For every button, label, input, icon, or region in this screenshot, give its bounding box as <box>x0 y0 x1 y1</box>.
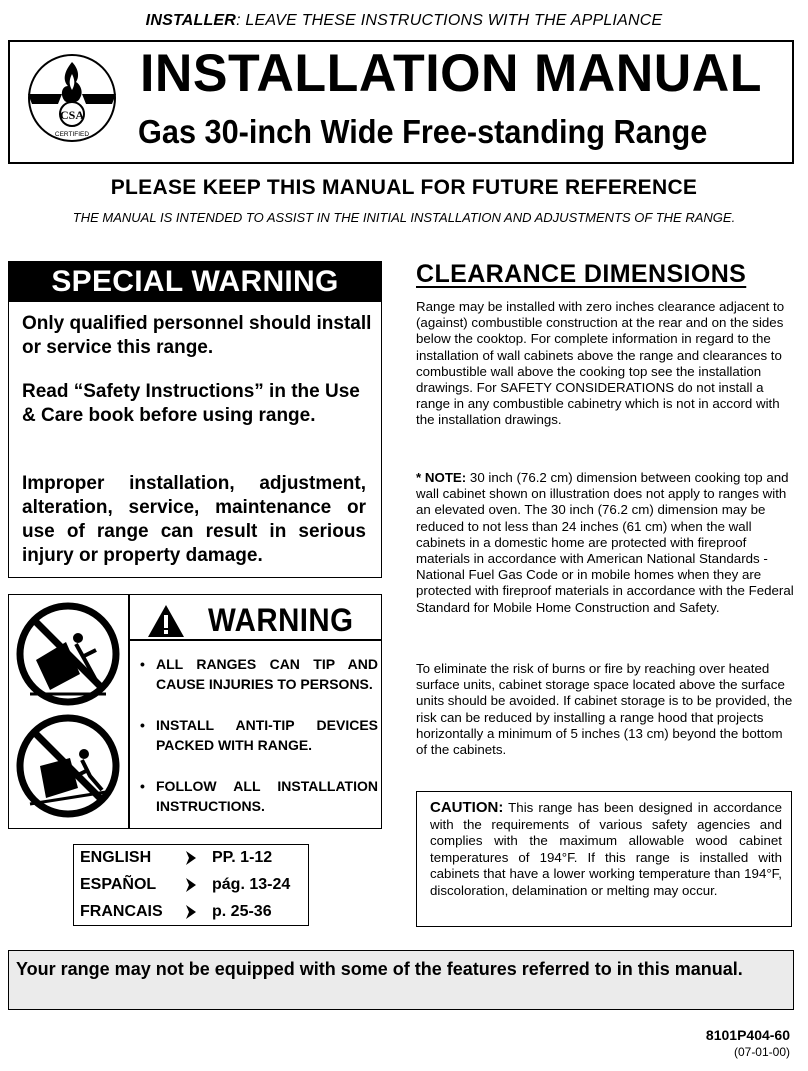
arrow-right-icon <box>184 904 198 920</box>
revision-date: (07-01-00) <box>733 1045 790 1059</box>
special-warning-heading: SPECIAL WARNING <box>8 261 382 302</box>
special-warning-paragraph: Read “Safety Instructions” in the Use & Care book before using range. <box>22 381 360 426</box>
part-number: 8101P404-60 <box>705 1027 790 1043</box>
page-title: INSTALLATION MANUAL <box>140 44 762 103</box>
clearance-paragraph: To eliminate the risk of burns or fire by reaching over heated surface units, cabinet storage space located above the surface units should be avoided. If cabinet storage is to be provided, the risk can be reduced by installing a range hood that projects horizontally a minimum of 5 inches (13 cm) beyond the bottom of the cabinets. <box>416 661 793 758</box>
language-name: ESPAÑOL <box>80 876 157 893</box>
logo-initials: CSA <box>59 108 85 122</box>
arrow-right-icon <box>184 877 198 893</box>
warning-divider <box>128 594 130 829</box>
language-name: ENGLISH <box>80 849 152 866</box>
language-pages: pág. 13-24 <box>212 876 291 893</box>
language-pages: PP. 1-12 <box>212 849 273 866</box>
language-pages: p. 25-36 <box>212 903 272 920</box>
warning-item: • FOLLOW ALL INSTALLATION INSTRUCTIONS. <box>140 778 378 814</box>
arrow-right-icon <box>184 850 198 866</box>
clearance-note: * NOTE: 30 inch (76.2 cm) dimension between cooking top and wall cabinet shown on illustration does not apply to ranges with an elevated oven. The 30 inch (76.2 cm) dimension may be reduced to not less than 24 inches (61 cm) when the wall cabinets in a domestic home are protected with fireproof materials in accordance with American National Standards - National Fuel Gas Code or in mobile homes when they are protected with fireproof materials in accordance with the Federal Standard for Mobile Home Construction and Safety. <box>416 470 794 615</box>
warning-item: • INSTALL ANTI-TIP DEVICES PACKED WITH RANGE. <box>140 717 378 753</box>
keep-notice: PLEASE KEEP THIS MANUAL FOR FUTURE REFERENCE <box>110 176 698 199</box>
caution-text: CAUTION: This range has been designed in accordance with the requirements of various safety agencies and complies with the maximum allowable wood cabinet temperatures of 194°F. If this range is installed with cabinets that have a lower working temperature than 194°F, discoloration, delamination or melting may occur. <box>430 799 782 898</box>
language-name: FRANCAIS <box>80 903 163 920</box>
clearance-heading: CLEARANCE DIMENSIONS <box>416 260 747 288</box>
installer-note: INSTALLER: LEAVE THESE INSTRUCTIONS WITH THE APPLIANCE <box>145 12 663 29</box>
warning-triangle-icon <box>146 603 186 639</box>
features-notice: Your range may not be equipped with some of the features referred to in this manual. <box>16 959 743 979</box>
no-child-on-door-pictogram-icon <box>14 712 122 820</box>
special-warning-paragraph: Only qualified personnel should install or service this range. <box>22 313 372 358</box>
warning-heading: WARNING <box>208 602 354 638</box>
csa-certified-logo-icon <box>18 52 126 144</box>
warning-item: • ALL RANGES CAN TIP AND CAUSE INJURIES TO PERSONS. <box>140 656 378 692</box>
logo-certified-text: CERTIFIED <box>54 131 90 138</box>
clearance-paragraph: Range may be installed with zero inches clearance adjacent to (against) combustible construction at the rear and on the sides below the cooktop. For complete information in regard to the installation of wall cabinets above the range and clearances to combustible wall above the cooking top see the installation drawings. For SAFETY CONSIDERATIONS do not install a range in any combustible cabinetry which is not in accord with the installation drawings. <box>416 299 785 428</box>
no-tip-range-pictogram-icon <box>14 600 122 708</box>
intended-notice: THE MANUAL IS INTENDED TO ASSIST IN THE INITIAL INSTALLATION AND ADJUSTMENTS OF THE RANGE. <box>72 210 736 225</box>
special-warning-paragraph: Improper installation, adjustment, alteration, service, maintenance or use of range can result in serious injury or property damage. <box>22 473 366 566</box>
page-subtitle: Gas 30-inch Wide Free-standing Range <box>138 113 708 150</box>
